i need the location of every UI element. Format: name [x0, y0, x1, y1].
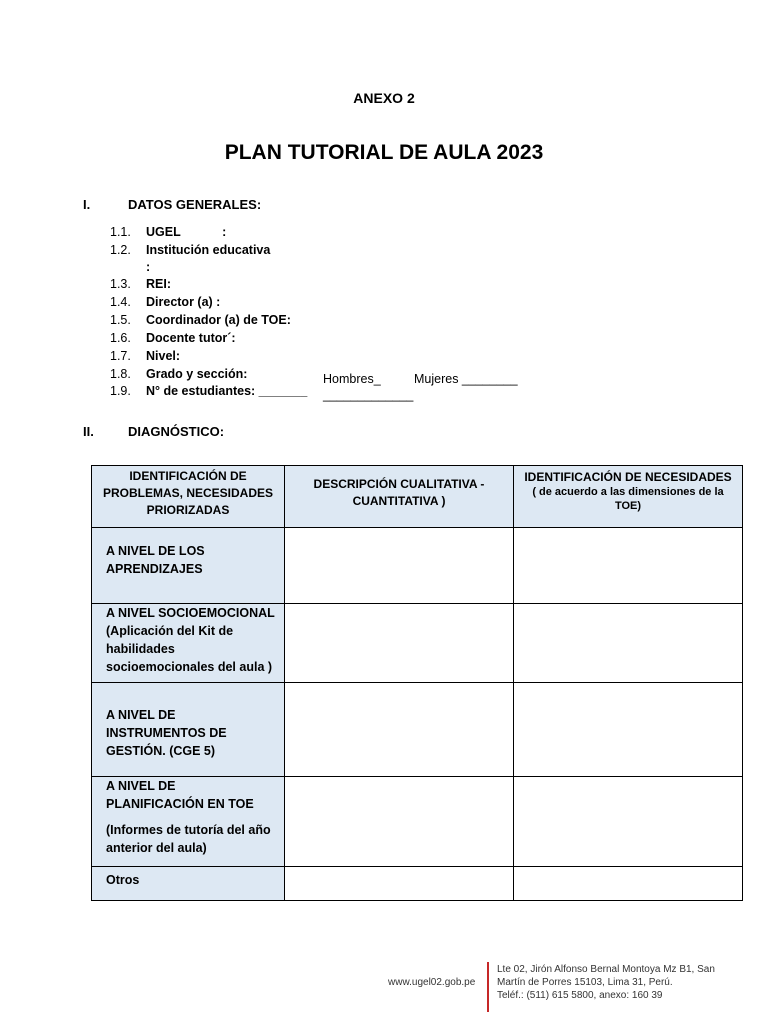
table-cell[interactable]: [514, 867, 743, 901]
row-label-planificacion-detail: (Informes de tutoría del año anterior del aula): [106, 823, 271, 855]
item-institucion: Institución educativa: [146, 243, 271, 257]
document-title: PLAN TUTORIAL DE AULA 2023: [224, 141, 544, 164]
row-label-socioemocional-title: A NIVEL SOCIOEMOCIONAL: [106, 606, 275, 620]
annex-label: ANEXO 2: [353, 90, 415, 106]
table-cell[interactable]: [514, 683, 743, 777]
row-label-socioemocional-detail: (Aplicación del Kit de habilidades socioemocionales del aula ): [106, 624, 273, 674]
table-cell[interactable]: [514, 528, 743, 604]
item-nivel: Nivel:: [146, 349, 181, 363]
item-grado: Grado y sección:: [146, 367, 248, 381]
item-coordinador: Coordinador (a) de TOE:: [146, 313, 291, 327]
header-problems: IDENTIFICACIÓN DE PROBLEMAS, NECESIDADES PRIORIZADAS: [92, 466, 285, 528]
item-number: 1.7.: [110, 349, 131, 363]
table-row: [92, 604, 743, 683]
mujeres-label: Mujeres ________: [414, 372, 518, 386]
table-cell[interactable]: [514, 777, 743, 867]
footer-address-line: Lte 02, Jirón Alfonso Bernal Montoya Mz B1, San: [497, 964, 715, 975]
footer-divider: [487, 962, 489, 1012]
table-cell[interactable]: [285, 604, 514, 683]
header-needs-subtitle: ( de acuerdo a las dimensiones de la TOE): [532, 486, 724, 512]
header-description: DESCRIPCIÓN CUALITATIVA - CUANTITATIVA ): [285, 466, 514, 528]
item-number: 1.8.: [110, 367, 131, 381]
section2-title: DIAGNÓSTICO:: [128, 424, 225, 439]
item-number: 1.6.: [110, 331, 131, 345]
item-rei: REI:: [146, 277, 171, 291]
item-institucion-colon: :: [146, 260, 151, 274]
section1-number: I.: [83, 197, 91, 212]
table-cell[interactable]: [285, 528, 514, 604]
footer-address: [497, 963, 715, 1002]
row-label-otros: Otros: [92, 867, 285, 901]
item-docente: Docente tutor´:: [146, 331, 236, 345]
table-cell[interactable]: [285, 683, 514, 777]
hombres-label: Hombres_: [323, 372, 381, 386]
footer-url[interactable]: www.ugel02.gob.pe: [388, 977, 476, 988]
item-number: 1.2.: [110, 243, 131, 257]
table-cell[interactable]: [285, 867, 514, 901]
section1-title: DATOS GENERALES:: [128, 197, 262, 212]
table-cell[interactable]: [514, 604, 743, 683]
item-director: Director (a) :: [146, 295, 221, 309]
item-number: 1.1.: [110, 225, 131, 239]
table-row: [92, 683, 743, 777]
section2-number: II.: [83, 424, 94, 439]
item-number: 1.3.: [110, 277, 131, 291]
item-number: 1.4.: [110, 295, 131, 309]
row-label-gestion: A NIVEL DE INSTRUMENTOS DE GESTIÓN. (CGE 5): [92, 683, 285, 777]
item-estudiantes: N° de estudiantes: _______: [146, 384, 308, 398]
table-row: [92, 867, 743, 901]
footer-address-line: Martín de Porres 15103, Lima 31, Perú.: [497, 977, 673, 988]
header-needs-title: IDENTIFICACIÓN DE NECESIDADES: [524, 470, 732, 484]
row-label-socioemocional: [92, 604, 285, 683]
table-header-row: [92, 466, 743, 528]
row-label-planificacion: [92, 777, 285, 867]
table-row: [92, 777, 743, 867]
footer-address-line: Teléf.: (511) 615 5800, anexo: 160 39: [497, 990, 663, 1001]
row-label-aprendizajes: A NIVEL DE LOS APRENDIZAJES: [92, 528, 285, 604]
diagnostic-table: [91, 465, 743, 901]
item-ugel: UGEL :: [146, 225, 227, 239]
hombres-line: _____________: [323, 388, 414, 402]
header-needs: [514, 466, 743, 528]
table-cell[interactable]: [285, 777, 514, 867]
item-number: 1.5.: [110, 313, 131, 327]
table-row: [92, 528, 743, 604]
item-number: 1.9.: [110, 384, 131, 398]
row-label-planificacion-title: A NIVEL DE PLANIFICACIÓN EN TOE: [106, 779, 254, 811]
